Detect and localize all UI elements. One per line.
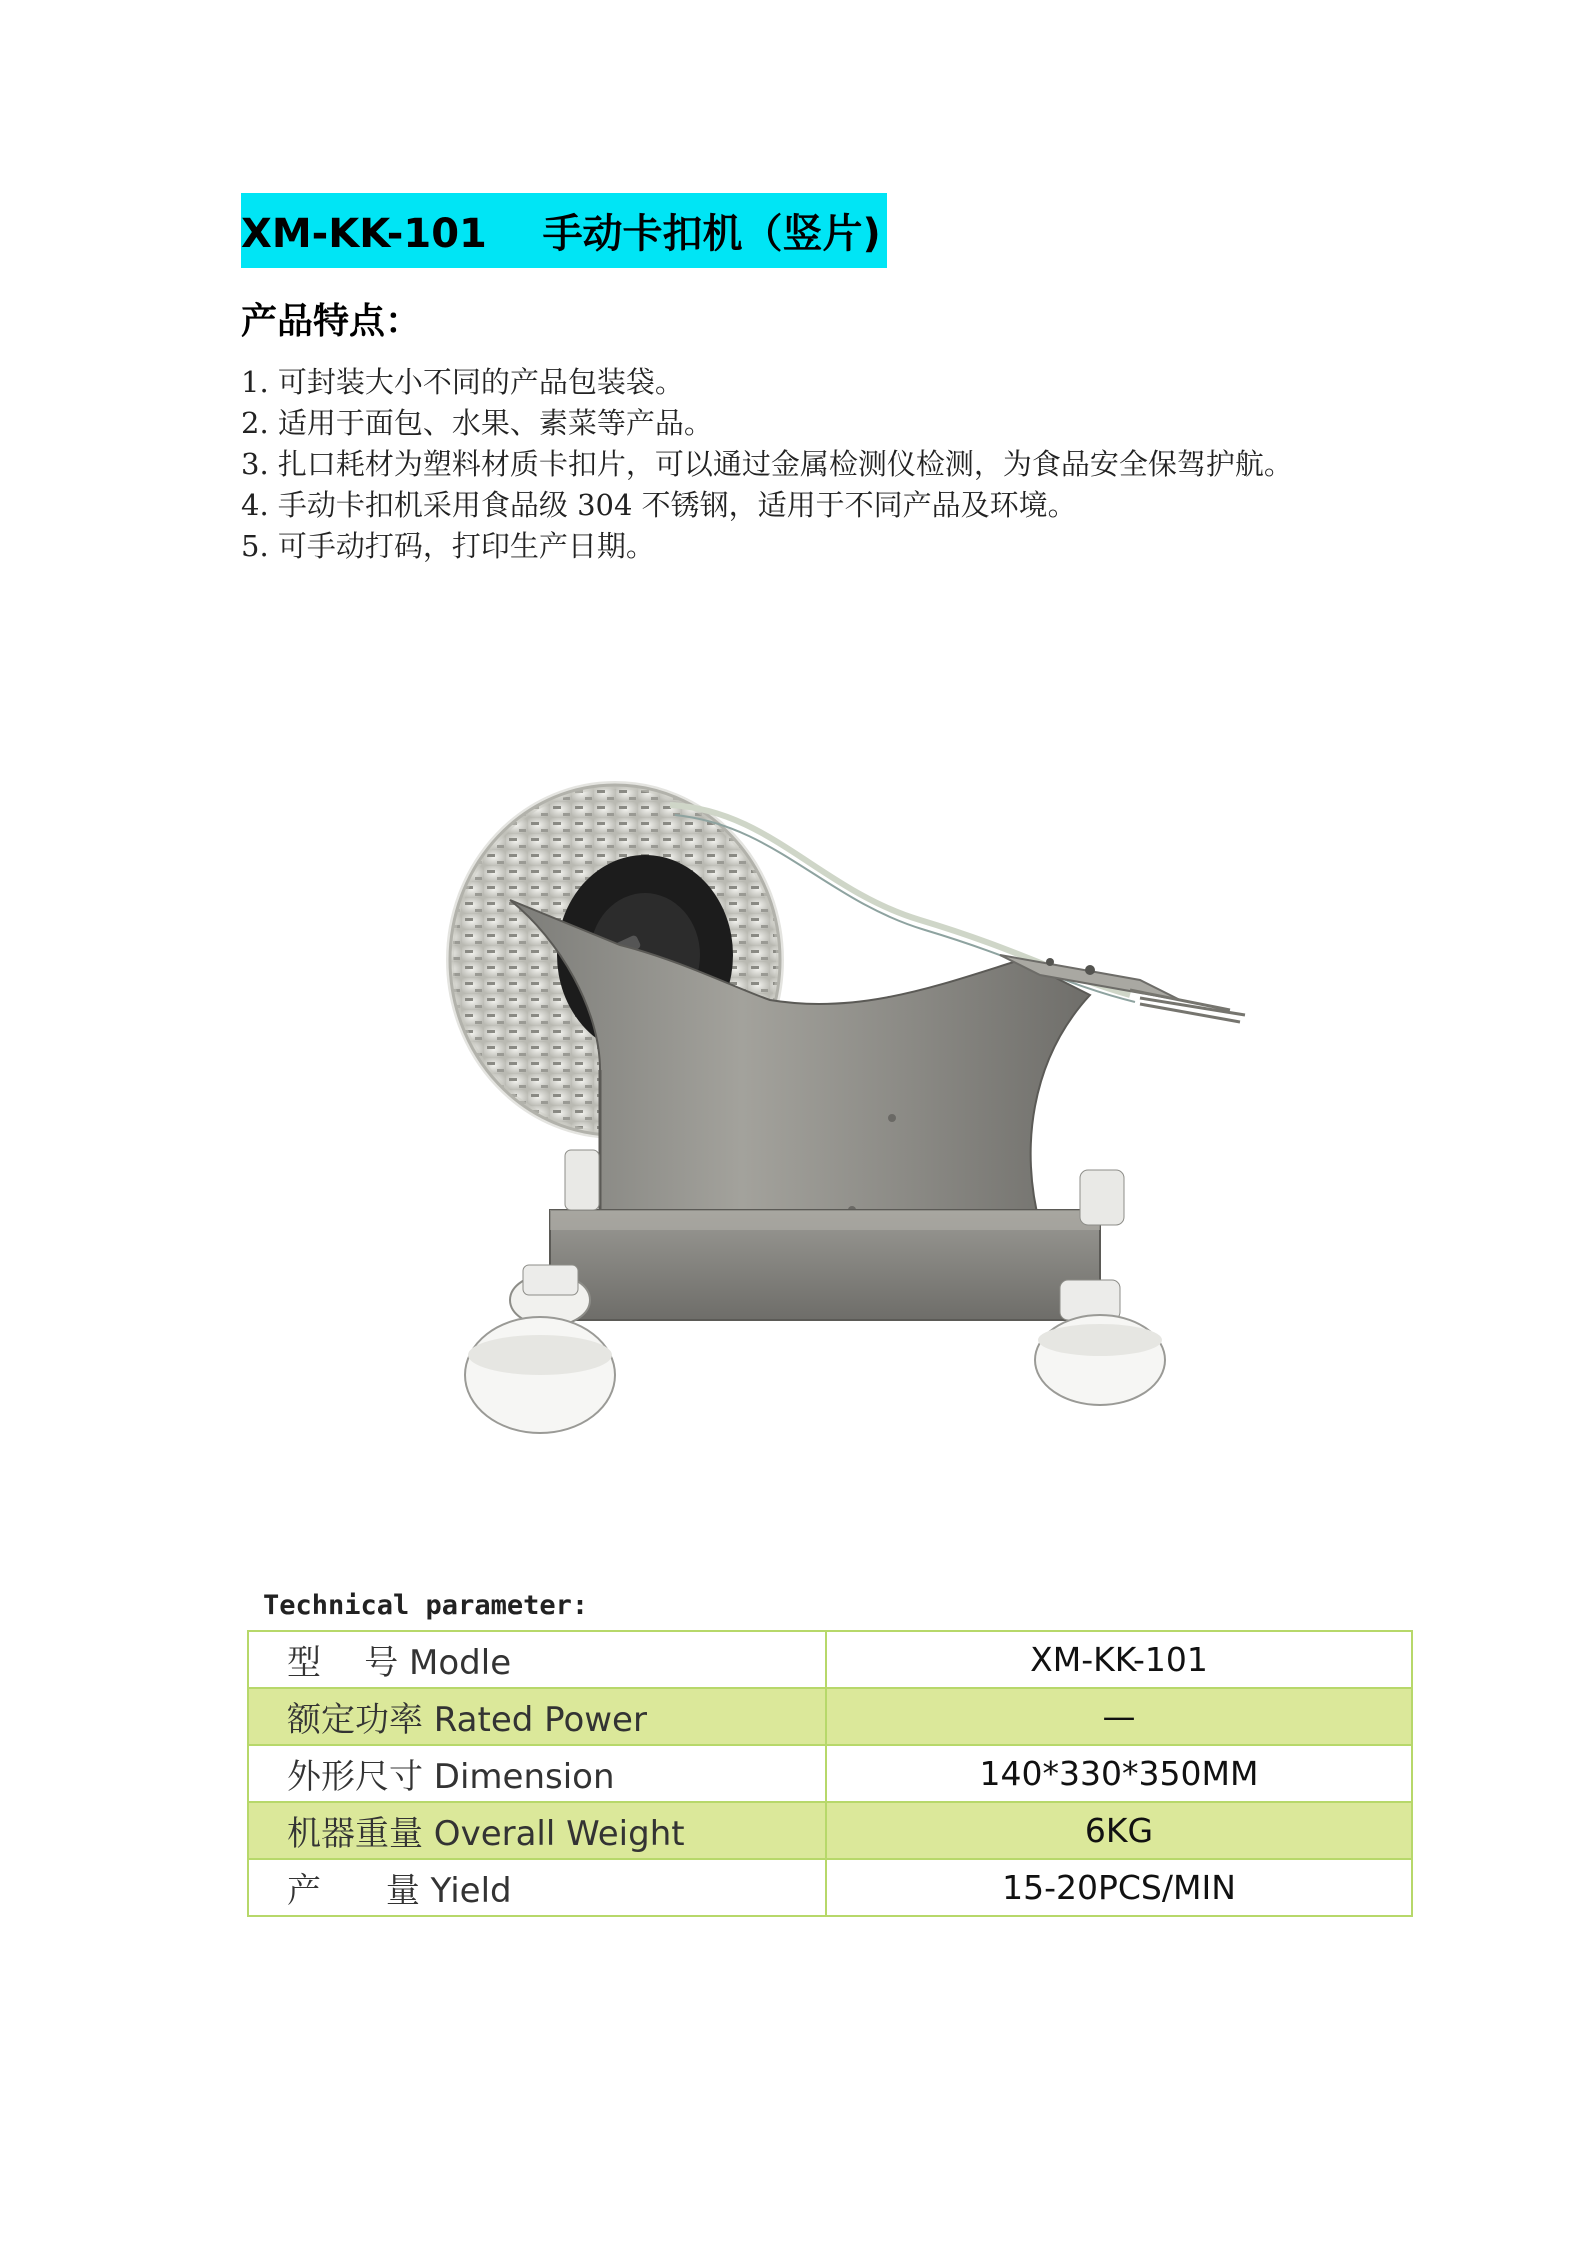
- param-label: 额定功率 Rated Power: [248, 1688, 826, 1745]
- rear-foot-right: [1080, 1170, 1124, 1225]
- param-label: 机器重量 Overall Weight: [248, 1802, 826, 1859]
- feature-item: 3. 扎口耗材为塑料材质卡扣片，可以通过金属检测仪检测，为食品安全保驾护航。: [241, 447, 1293, 481]
- table-row: [248, 1631, 1412, 1688]
- param-value: 15-20PCS/MIN: [826, 1859, 1412, 1916]
- param-label: 产 量 Yield: [248, 1859, 826, 1916]
- rear-foot-left: [565, 1150, 599, 1210]
- technical-parameter-table: [247, 1630, 1413, 1917]
- table-row: [248, 1688, 1412, 1745]
- feature-item: 2. 适用于面包、水果、素菜等产品。: [241, 406, 713, 440]
- param-value: XM-KK-101: [826, 1631, 1412, 1688]
- table-row: [248, 1859, 1412, 1916]
- param-value: 6KG: [826, 1802, 1412, 1859]
- technical-parameter-heading: Technical parameter:: [263, 1590, 589, 1621]
- feature-item: 4. 手动卡扣机采用食品级 304 不锈钢，适用于不同产品及环境。: [241, 488, 1077, 522]
- param-label: 外形尺寸 Dimension: [248, 1745, 826, 1802]
- product-photo: [440, 770, 1320, 1450]
- feature-item: 5. 可手动打码，打印生产日期。: [241, 529, 655, 563]
- features-heading: 产品特点：: [241, 301, 422, 342]
- page-title: XM-KK-101 手动卡扣机（竖片): [241, 193, 887, 268]
- param-label: 型 号 Modle: [248, 1631, 826, 1688]
- table-row: [248, 1802, 1412, 1859]
- param-value: —: [826, 1688, 1412, 1745]
- table-row: [248, 1745, 1412, 1802]
- features-list: [241, 362, 1361, 567]
- feature-item: 1. 可封装大小不同的产品包装袋。: [241, 365, 684, 399]
- param-value: 140*330*350MM: [826, 1745, 1412, 1802]
